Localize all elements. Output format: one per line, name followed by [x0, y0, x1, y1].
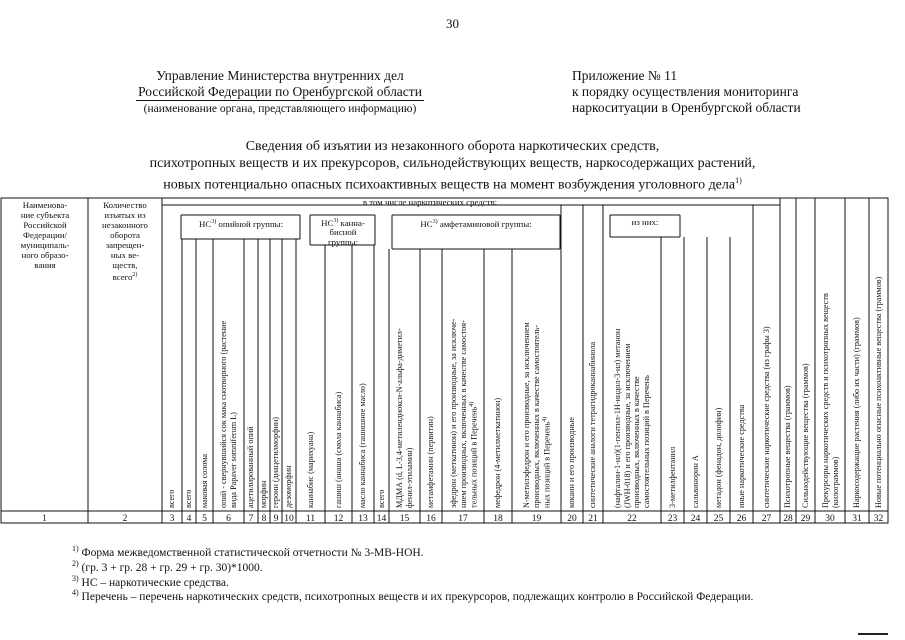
title-line-1: Сведения об изъятии из незаконного оборота наркотических средств,: [245, 139, 660, 154]
column-number-32: 32: [873, 514, 884, 524]
column-header-26-line-1: иные наркотические средства: [736, 404, 746, 508]
appendix-line-1: Приложение № 11: [572, 68, 678, 83]
column-header-17-line-3: тельных позиций в Перечень$^{4)}$: [468, 401, 479, 508]
title-line-3: новых потенциально опасных психоактивных веществ на момент возбуждения уголовного дела: [163, 177, 736, 193]
column-number-14: 14: [376, 514, 387, 524]
column-number-18: 18: [493, 514, 503, 524]
column-header-4: [184, 247, 194, 508]
column-header-6-line-1: опий - свернувшийся сок мака снотворного (растение: [219, 320, 228, 508]
column-header-9-line-1: героин (диацетилморфин): [271, 416, 281, 508]
column-header-20: [567, 217, 577, 508]
column-header-3: [167, 257, 177, 508]
column-number-6: 6: [226, 514, 231, 524]
column-number-28: 28: [783, 514, 793, 524]
column-header-31: [852, 207, 862, 508]
footnote-3: $^{3)}$ НС – наркотические средства.: [72, 574, 229, 589]
appendix-line-2: к порядку осуществления мониторинга: [572, 84, 799, 99]
column-header-18: [493, 253, 503, 508]
column-header-19-line-3: ных позиций в Перечень$^{4)}$: [542, 416, 552, 508]
column-number-13: 13: [358, 514, 368, 524]
column-header-28: [783, 207, 793, 508]
column-header-11: [306, 249, 316, 508]
organization-caption: (наименование органа, представляющего информацию): [143, 103, 417, 115]
page-number: 30: [446, 16, 459, 31]
column-number-31: 31: [852, 514, 862, 524]
column-header-31-line-1: Наркосодержащие растения (либо их части) (граммов): [852, 317, 862, 508]
column-header-13-line-1: масло каннабиса (гашишное масло): [358, 383, 368, 508]
amphetamine-group-header: НС$^{3)}$ амфетаминовой группы:: [420, 218, 532, 229]
appendix-line-3: наркоситуации в Оренбургской области: [572, 100, 801, 115]
column-header-4-line-1: всего: [184, 489, 194, 508]
column-header-28-line-1: Психотропные вещества (граммов): [783, 385, 793, 508]
column-number-19: 19: [531, 514, 542, 524]
column-number-20: 20: [567, 514, 577, 524]
appendix-block: [572, 68, 801, 116]
quantity-header: Количество изъятых из незаконного оборота запрещен- ных ве- ществ, всего$^{2)}$: [102, 200, 148, 282]
column-header-19-footnote-ref: 4): [542, 416, 549, 422]
column-header-3-line-1: всего: [167, 489, 177, 508]
column-header-27-line-1: синтетические наркотические средства (из графы 3): [761, 326, 771, 508]
subject-header: Наименова- ние субъекта Российской Федерации/ муниципаль- ного образо- вания: [20, 200, 70, 270]
column-number-22: 22: [627, 514, 637, 524]
column-header-25-line-1: метадон (фенадон, долофин): [713, 407, 723, 508]
column-header-30: [821, 207, 840, 508]
column-header-20-line-1: кокаин и его производные: [567, 417, 577, 508]
column-header-8-line-1: морфин: [259, 480, 269, 508]
column-header-12-line-1: гашиш (анаша (смола каннабиса): [333, 391, 343, 508]
column-header-21-line-1: синтетические аналоги тетрагидроканнабинола: [588, 341, 598, 508]
column-number-10: 10: [284, 514, 294, 524]
column-header-14-line-1: всего: [376, 489, 386, 508]
column-number-8: 8: [261, 514, 267, 524]
column-header-10: [284, 247, 294, 508]
column-header-8: [259, 247, 269, 508]
column-header-11-line-1: каннабис (марихуана): [305, 431, 315, 508]
column-number-24: 24: [690, 514, 701, 524]
column-header-24-line-1: сальвинорин А: [690, 455, 700, 508]
column-header-6-line-2: вида Papaver somniferum L): [228, 412, 238, 508]
column-header-30-line-1: Прекурсоры наркотических средств и психотропных веществ: [820, 293, 830, 508]
column-header-5: [200, 247, 210, 508]
column-number-16: 16: [426, 514, 436, 524]
column-header-15-line-1: МДМА (d, L-3,4-метилендиокси-N-альфа-диметил-: [395, 328, 404, 508]
title-footnote-ref: 1): [735, 176, 742, 185]
cannabis-group-header: НС$^{3)}$ канна- бисной группы:: [321, 217, 365, 247]
of-them-header: из них:: [631, 217, 659, 227]
column-header-19: [522, 253, 552, 508]
column-header-17-line-2: нием производных, включенных в качестве самостоя-: [458, 320, 468, 508]
footnote-1: $^{1)}$ Форма межведомственной статистической отчетности № 3-МВ-НОН.: [72, 544, 424, 559]
column-header-19-line-2: производных, включенных в качестве самостоятель-: [531, 324, 541, 508]
column-header-29: [801, 207, 811, 508]
scan-mark: [858, 633, 888, 635]
column-header-32: [874, 207, 884, 508]
column-header-26: [737, 243, 747, 508]
column-header-21: [588, 217, 598, 508]
column-header-22: [613, 243, 651, 508]
column-number-7: 7: [248, 514, 254, 524]
column-header-14: [377, 253, 387, 508]
opium-group-header: НС$^{3)}$ опийной группы:: [198, 218, 284, 229]
column-number-9: 9: [273, 514, 279, 524]
column-header-23: [668, 243, 678, 508]
column-header-17-line-1: эфедрон (меткатинон) и его производные, за исключе-: [448, 318, 458, 508]
column-header-24: [691, 243, 701, 508]
column-header-30-line-2: (килограммов): [830, 456, 839, 508]
column-header-13: [358, 249, 368, 508]
column-header-25: [714, 243, 724, 508]
column-header-15-line-2: фенил-этиламин): [404, 447, 414, 508]
column-number-5: 5: [202, 514, 207, 524]
column-header-12: [334, 249, 344, 508]
column-number-23: 23: [667, 514, 678, 524]
column-header-16-line-1: метамфетамин (первитин): [426, 416, 436, 508]
column-header-15: [395, 253, 414, 508]
column-header-23-line-1: 3-метилфентанил: [667, 446, 677, 508]
column-header-29-line-1: Сильнодействующие вещества (граммов): [800, 363, 810, 508]
column-header-6: [219, 247, 238, 508]
column-number-17: 17: [458, 514, 468, 524]
organization-block: [100, 68, 460, 116]
column-number-26: 26: [736, 514, 747, 524]
column-header-22-line-1: (нафталин-1-ил)(1-пентил-1Н-индол-3-ил) метанон: [613, 328, 622, 508]
column-header-5-line-1: маковая солома: [199, 453, 209, 508]
column-header-10-line-1: дезоморфин: [284, 465, 294, 508]
column-number-25: 25: [713, 514, 724, 524]
column-number-11: 11: [305, 514, 316, 524]
column-number-21: 21: [588, 514, 598, 524]
column-header-17: [449, 253, 479, 508]
column-header-16: [426, 253, 436, 508]
footnote-4: $^{4)}$ Перечень – перечень наркотических средств, психотропных веществ и их прекурсоров, подлежащих контролю в Российской Федерации.: [72, 588, 754, 603]
column-number-29: 29: [800, 514, 811, 524]
column-header-9: [271, 247, 281, 508]
column-header-22-line-2: (JWH-018) и его производные, за исключением: [622, 343, 632, 508]
column-header-18-line-1: мефедрон (4-метилметкатинон): [493, 397, 503, 508]
column-header-17-footnote-ref: 4): [468, 401, 475, 407]
column-header-27: [762, 217, 772, 508]
column-number-12: 12: [333, 514, 344, 524]
organization-line-2: Российской Федерации по Оренбургской области: [138, 84, 422, 99]
column-header-22-line-3: производных, включенных в качестве: [632, 376, 641, 508]
column-header-22-line-4: самостоятельных позиций в Перечень: [641, 375, 651, 508]
column-number-4: 4: [186, 514, 192, 524]
document-title: [0, 138, 905, 194]
including-drugs-header: в том числе наркотических средств:: [362, 197, 498, 207]
column-number-1: 1: [42, 514, 47, 524]
column-number-27: 27: [761, 514, 772, 524]
footnote-2: $^{2)}$ (гр. 3 + гр. 28 + гр. 29 + гр. 30)*1000.: [72, 559, 263, 574]
column-header-7-line-1: ацетилированный опий: [246, 426, 256, 508]
column-number-30: 30: [825, 514, 835, 524]
column-number-15: 15: [399, 514, 410, 524]
column-number-2: 2: [122, 514, 128, 524]
organization-line-1: Управление Министерства внутренних дел: [156, 68, 404, 83]
column-header-7: [246, 247, 256, 508]
title-line-2: психотропных веществ и их прекурсоров, сильнодействующих веществ, наркосодержащих растений,: [149, 156, 756, 171]
column-header-32-line-1: Новые потенциально опасные психоактивные вещества (граммов): [873, 276, 883, 508]
column-header-19-line-1: N-метилэфедрон и его производные, за исключением: [522, 322, 532, 508]
column-number-3: 3: [169, 514, 175, 524]
